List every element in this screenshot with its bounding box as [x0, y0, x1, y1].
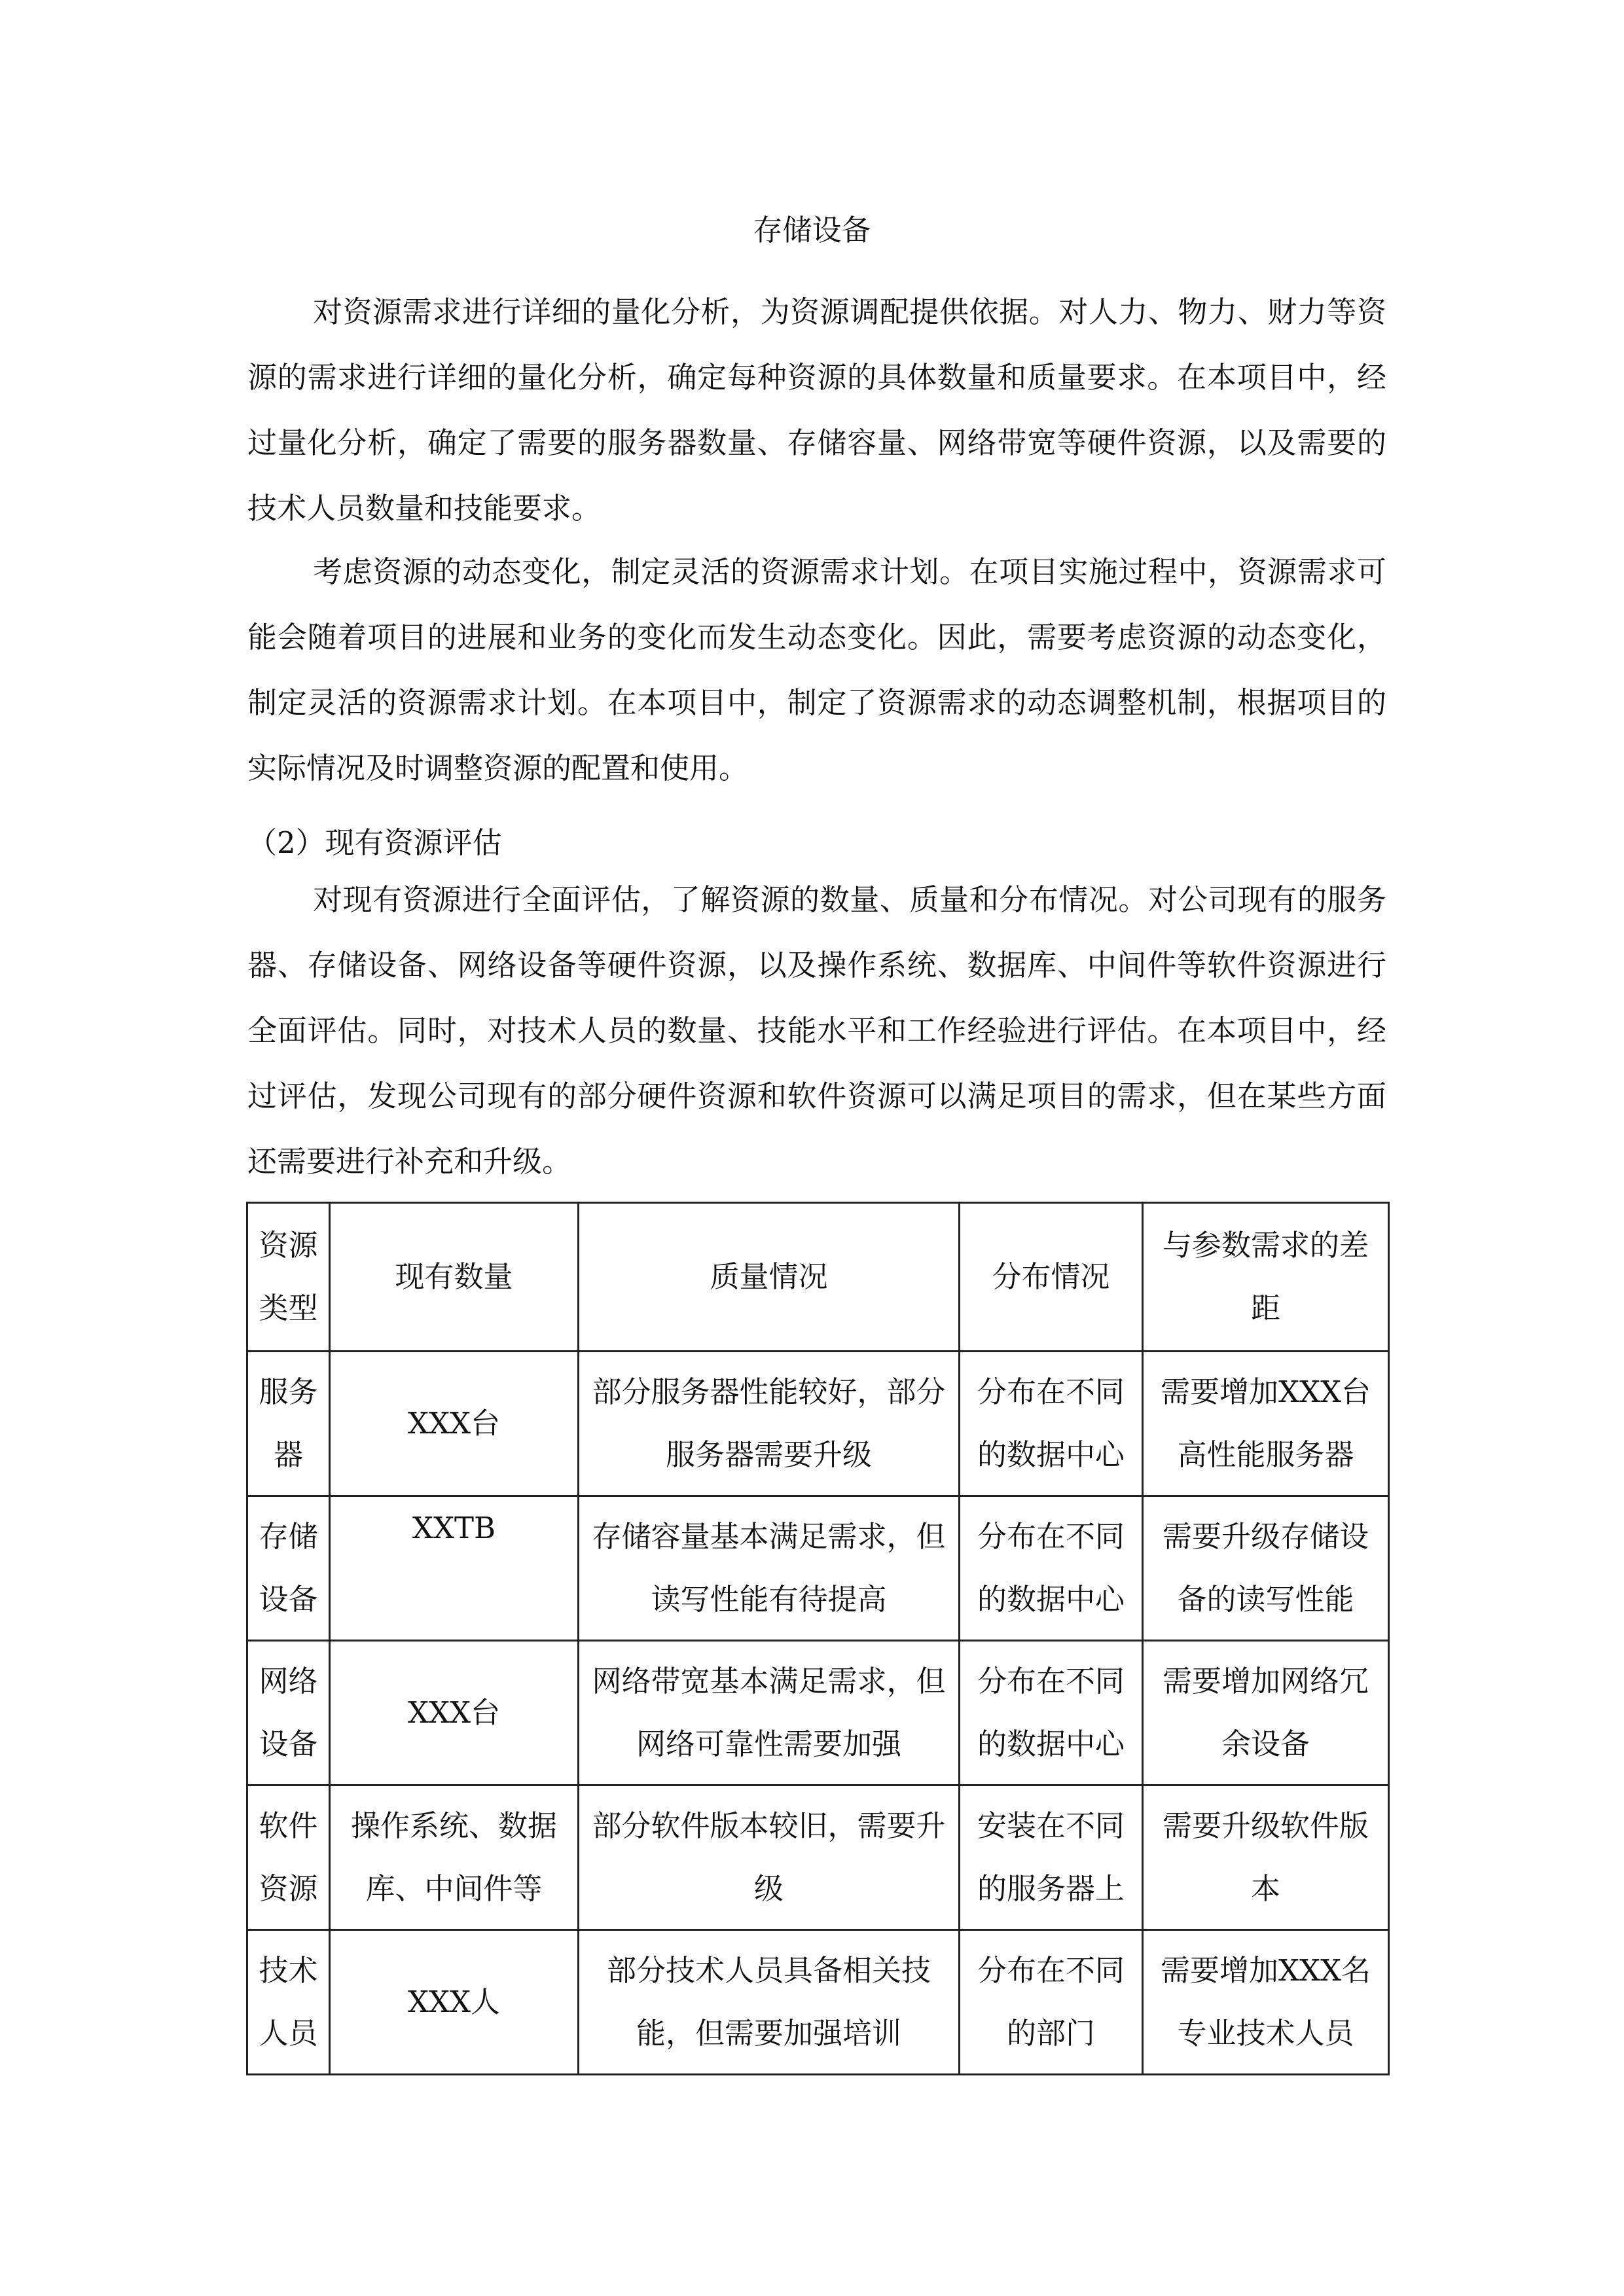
- cell-resource-type: 软件资源: [247, 1785, 330, 1930]
- cell-gap: 需要增加XXX台高性能服务器: [1143, 1352, 1389, 1496]
- cell-distribution: 分布在不同的数据中心: [960, 1352, 1143, 1496]
- cell-gap: 需要升级存储设备的读写性能: [1143, 1496, 1389, 1641]
- table-row: [247, 1352, 1389, 1496]
- cell-quality: 部分服务器性能较好，部分服务器需要升级: [579, 1352, 960, 1496]
- cell-resource-type: 网络设备: [247, 1641, 330, 1785]
- paragraph-quantitative-analysis: 对资源需求进行详细的量化分析，为资源调配提供依据。对人力、物力、财力等资源的需求进行详细的量化分析，确定每种资源的具体数量和质量要求。在本项目中，经过量化分析，确定了需要的服务器数量、存储容量、网络带宽等硬件资源，以及需要的技术人员数量和技能要求。: [247, 295, 1386, 526]
- cell-resource-type: 存储设备: [247, 1496, 330, 1641]
- resource-evaluation-table: [246, 1202, 1390, 2075]
- header-distribution: 分布情况: [960, 1203, 1143, 1352]
- cell-gap: 需要增加XXX名专业技术人员: [1143, 1930, 1389, 2075]
- cell-quality: 部分软件版本较旧，需要升级: [579, 1785, 960, 1930]
- table-row: [247, 1496, 1389, 1641]
- cell-gap: 需要增加网络冗余设备: [1143, 1641, 1389, 1785]
- cell-current-quantity: XXX人: [330, 1930, 579, 2075]
- cell-quality: 存储容量基本满足需求，但读写性能有待提高: [579, 1496, 960, 1641]
- header-gap: 与参数需求的差距: [1143, 1203, 1389, 1352]
- cell-distribution: 分布在不同的数据中心: [960, 1641, 1143, 1785]
- header-resource-type: 资源类型: [247, 1203, 330, 1352]
- cell-quality: 部分技术人员具备相关技能，但需要加强培训: [579, 1930, 960, 2075]
- cell-distribution: 分布在不同的部门: [960, 1930, 1143, 2075]
- table-row: [247, 1641, 1389, 1785]
- cell-current-quantity: XXX台: [330, 1352, 579, 1496]
- cell-distribution: 安装在不同的服务器上: [960, 1785, 1143, 1930]
- table-row: [247, 1785, 1389, 1930]
- cell-resource-type: 技术人员: [247, 1930, 330, 2075]
- table-header-row: [247, 1203, 1389, 1352]
- table-row: [247, 1930, 1389, 2075]
- cell-resource-type: 服务器: [247, 1352, 330, 1496]
- header-quality: 质量情况: [579, 1203, 960, 1352]
- cell-current-quantity: XXTB: [330, 1496, 579, 1641]
- header-current-quantity: 现有数量: [330, 1203, 579, 1352]
- paragraph-dynamic-planning: 考虑资源的动态变化，制定灵活的资源需求计划。在项目实施过程中，资源需求可能会随着项目的进展和业务的变化而发生动态变化。因此，需要考虑资源的动态变化，制定灵活的资源需求计划。在本项目中，制定了资源需求的动态调整机制，根据项目的实际情况及时调整资源的配置和使用。: [247, 554, 1386, 785]
- cell-distribution: 分布在不同的数据中心: [960, 1496, 1143, 1641]
- cell-current-quantity: 操作系统、数据库、中间件等: [330, 1785, 579, 1930]
- cell-quality: 网络带宽基本满足需求，但网络可靠性需要加强: [579, 1641, 960, 1785]
- section-heading: 存储设备: [753, 213, 871, 247]
- cell-current-quantity: XXX台: [330, 1641, 579, 1785]
- cell-gap: 需要升级软件版本: [1143, 1785, 1389, 1930]
- paragraph-resource-evaluation: 对现有资源进行全面评估，了解资源的数量、质量和分布情况。对公司现有的服务器、存储设备、网络设备等硬件资源，以及操作系统、数据库、中间件等软件资源进行全面评估。同时，对技术人员的数量、技能水平和工作经验进行评估。在本项目中，经过评估，发现公司现有的部分硬件资源和软件资源可以满足项目的需求，但在某些方面还需要进行补充和升级。: [247, 882, 1386, 1179]
- subsection-heading: （2）现有资源评估: [247, 825, 502, 860]
